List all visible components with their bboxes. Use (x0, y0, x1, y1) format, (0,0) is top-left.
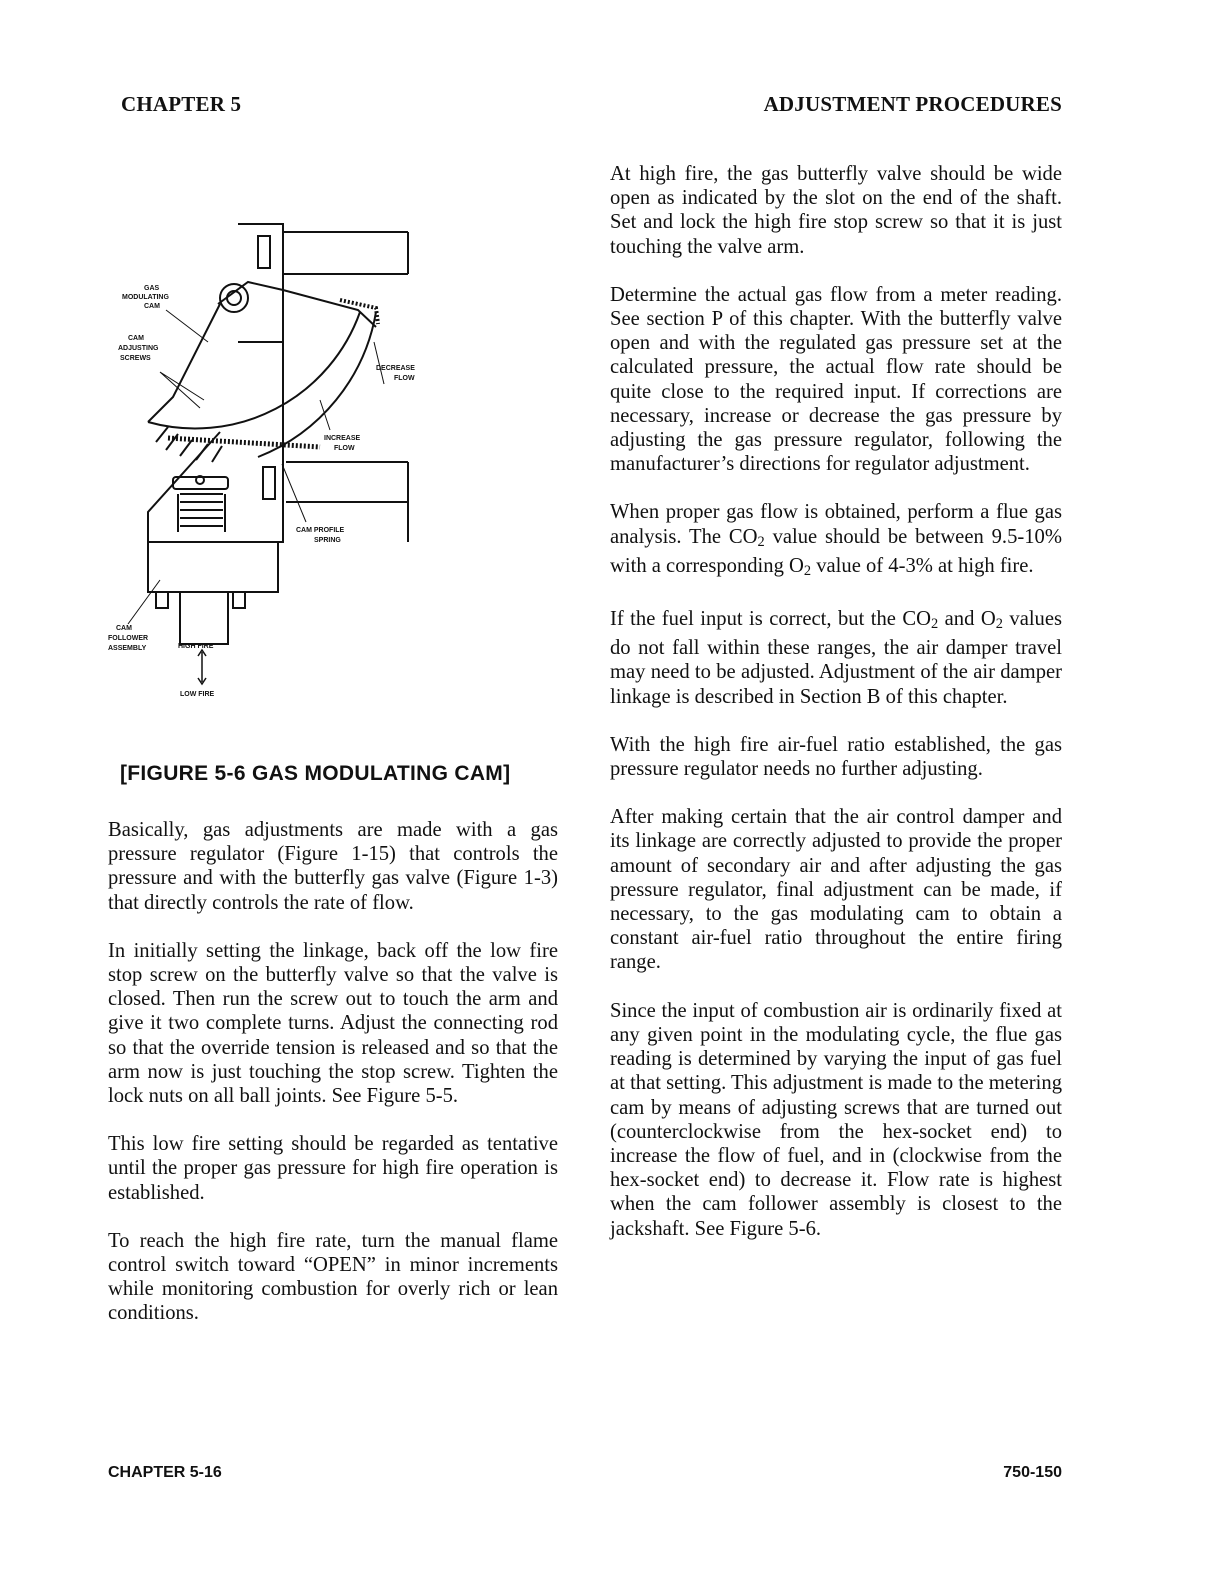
cam-inner-arc (148, 312, 360, 428)
label-decrease-flow: DECREASE FLOW (376, 365, 415, 382)
text-run: values do not fall within these ranges, the air damper travel may need to be adjusted. Adjustment of the air damper linkage is described in Section B of this chapter. (610, 608, 1063, 708)
text-run: value of 4-3% at high fire. (811, 554, 1034, 577)
right-column (610, 162, 1062, 1265)
profile-spring (180, 494, 223, 526)
paragraph: With the high fire air-fuel ratio established, the gas pressure regulator needs no further adjusting. (610, 733, 1062, 781)
chapter-header: CHAPTER 5 (121, 92, 242, 116)
text-run: value should be between 9.5-10% with a corresponding O (610, 525, 1062, 577)
subscript: 2 (931, 616, 939, 633)
paragraph: At high fire, the gas butterfly valve should be wide open as indicated by the slot on the end of the shaft. Set and lock the high fire stop screw so that it is just touching the valve arm. (610, 163, 1062, 258)
text-run: When proper gas flow is obtained, perform a flue gas analysis. The CO (610, 501, 1062, 548)
subscript: 2 (995, 616, 1003, 633)
upper-bracket (238, 224, 283, 342)
paragraph: To reach the high fire rate, turn the manual flame control switch toward “OPEN” in minor increments while monitoring combustion for overly rich or lean conditions. (108, 1229, 558, 1325)
paragraph: This low fire setting should be regarded as tentative until the proper gas pressure for high fire operation is established. (108, 1133, 558, 1204)
footer-page-number: CHAPTER 5-16 (108, 1464, 222, 1481)
paragraph: In initially setting the linkage, back off the low fire stop screw on the butterfly valve so that the valve is closed. Then run the screw out to touch the arm and give it two complete turns. Adjust the connecting rod so that the override tension is released and so that the arm now is just touching the stop screw. Tighten the lock nuts on all ball joints. See Figure 5-5. (108, 939, 558, 1108)
lower-bolt (263, 467, 275, 499)
follower-stem (180, 592, 228, 644)
cam-hub (220, 284, 248, 312)
cam-diagram (108, 212, 453, 702)
label-low-fire: LOW FIRE (180, 691, 215, 698)
paragraph: Basically, gas adjustments are made with a gas pressure regulator (Figure 1-15) that controls the pressure and with the butterfly gas valve (Figure 1-3) that directly controls the rate of flow. (108, 819, 558, 914)
paragraph-fuel-input (610, 607, 1062, 709)
subscript: 2 (803, 562, 812, 579)
left-column (108, 818, 558, 1350)
label-high-fire: HIGH FIRE (178, 643, 214, 650)
subscript: 2 (757, 533, 765, 550)
section-header: ADJUSTMENT PROCEDURES (763, 92, 1062, 116)
mount-plate (148, 342, 283, 542)
label-cam-adjusting-screws: CAM ADJUSTING SCREWS (118, 335, 159, 362)
label-increase-flow: INCREASE FLOW (324, 435, 361, 452)
gas-modulating-cam-figure (108, 212, 453, 702)
cam-side (148, 304, 220, 422)
text-run: If the fuel input is correct, but the CO (610, 608, 931, 631)
text-run: and O (938, 608, 996, 631)
paragraph: Since the input of combustion air is ordinarily fixed at any given point in the modulating cycle, the flue gas reading is determined by varying the input of gas fuel at that setting. This adjustment is made to the metering cam by means of adjusting screws that are turned out (counterclockwise from the hex-socket end) to increase the flow of fuel, and in (clockwise from the hex-socket end) to decrease it. Flow rate is highest when the cam follower assembly is closest to the jackshaft. See Figure 5-6. (610, 999, 1062, 1240)
follower-housing (148, 542, 278, 592)
upper-shaft (283, 232, 408, 274)
paragraph: Determine the actual gas flow from a meter reading. See section P of this chapter. With the butterfly valve open and with the regulated gas pressure set at the calculated pressure, the actual flow rate should be quite close to the required input. If corrections are necessary, increase or decrease the gas pressure by adjusting the gas pressure regulator, following the manufacturer’s directions for regulator adjustment. (610, 283, 1062, 476)
label-cam-profile-spring: CAM PROFILE SPRING (296, 527, 345, 544)
label-gas-modulating-cam: GAS MODULATING CAM (122, 285, 169, 310)
label-cam-follower-assembly: CAM FOLLOWER ASSEMBLY (108, 625, 149, 652)
figure-caption: [FIGURE 5-6 GAS MODULATING CAM] (120, 762, 511, 785)
paragraph-flue-gas (610, 500, 1062, 583)
footer-document-number: 750-150 (1003, 1464, 1062, 1481)
paragraph: After making certain that the air control damper and its linkage are correctly adjusted to provide the proper amount of secondary air and after adjusting the gas pressure regulator, final adjustment can be made, if necessary, to the gas modulating cam to obtain a constant air-fuel ratio throughout the entire firing range. (610, 806, 1062, 974)
upper-bolt (258, 236, 270, 268)
